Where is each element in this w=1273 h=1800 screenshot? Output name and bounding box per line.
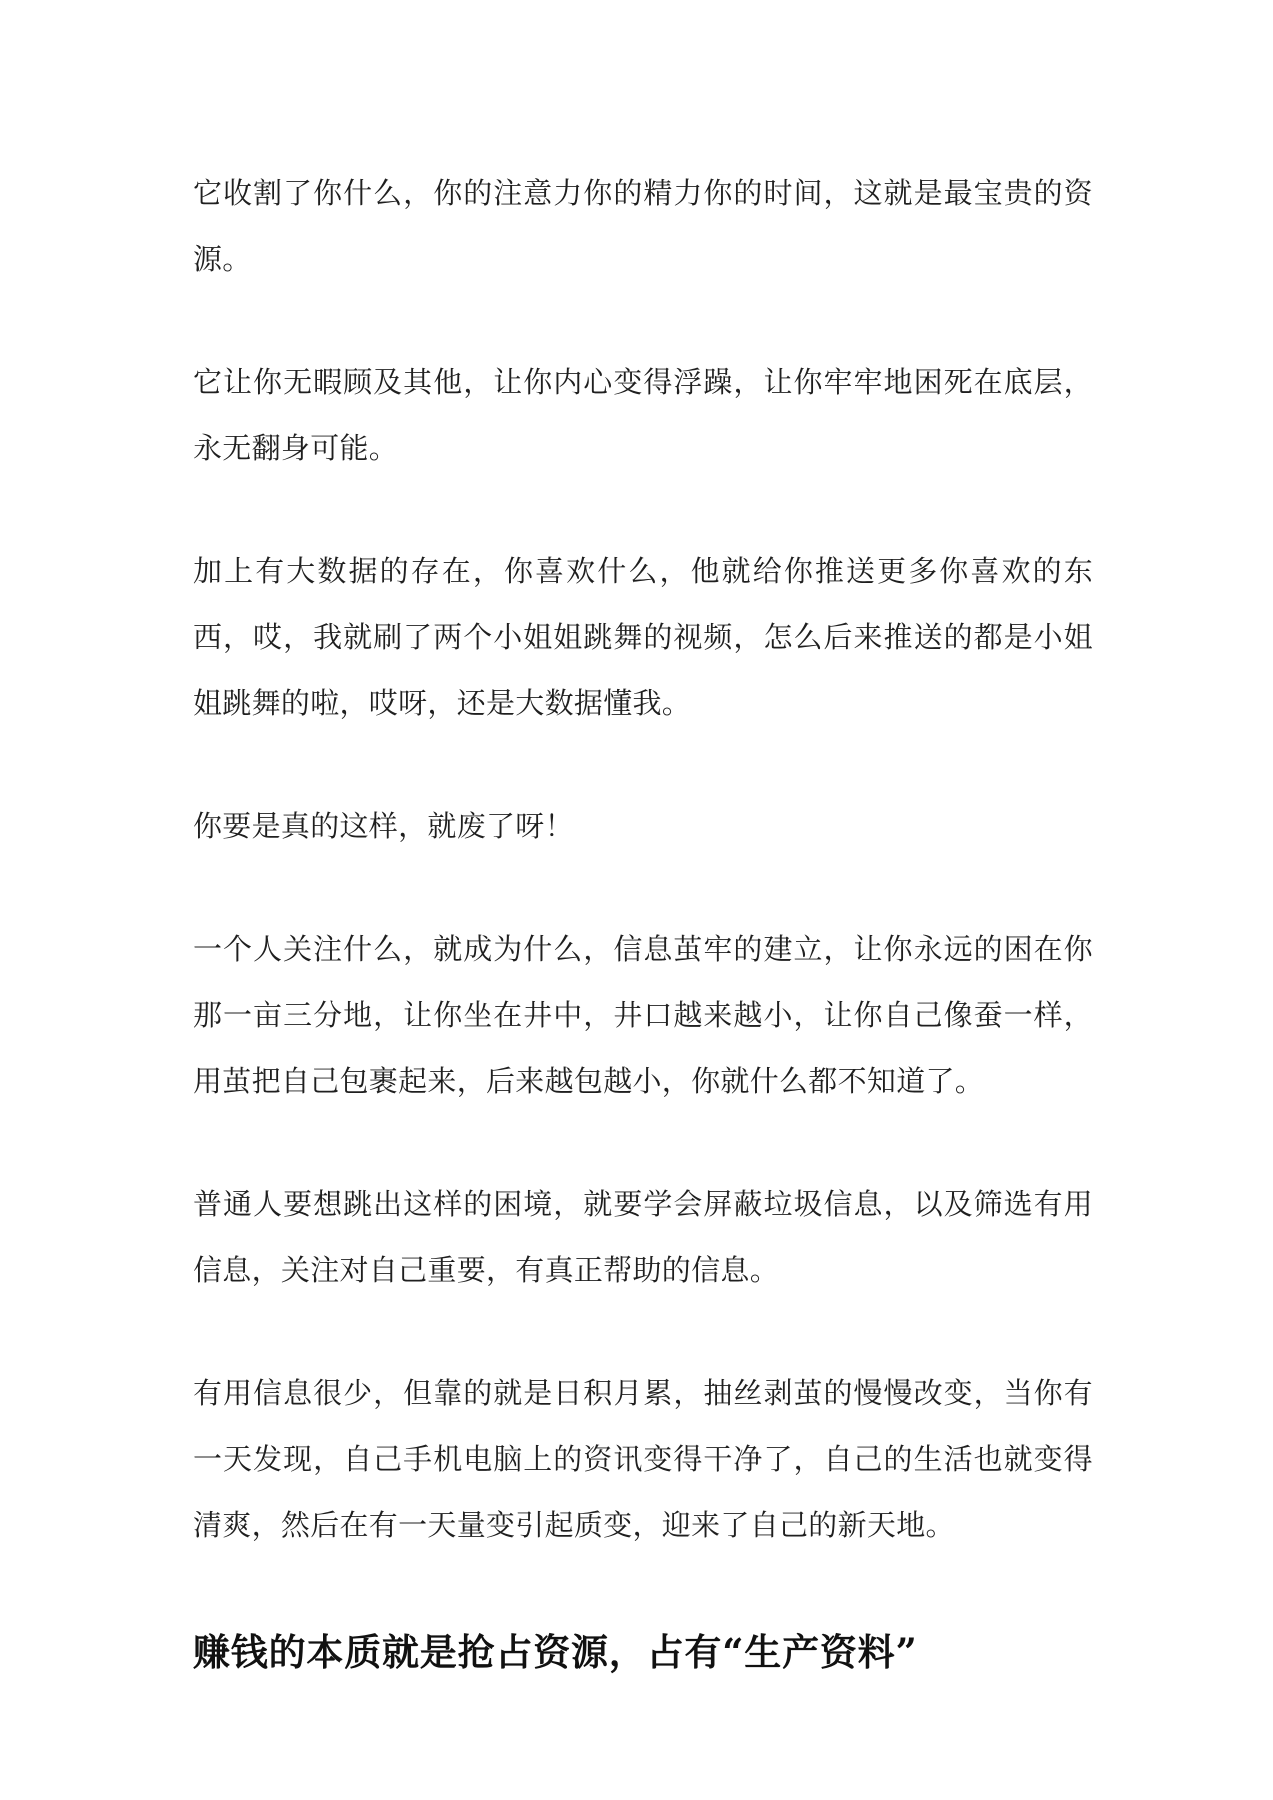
paragraph-6: 普通人要想跳出这样的困境，就要学会屏蔽垃圾信息，以及筛选有用信息，关注对自己重要，有真正帮助的信息。: [193, 1187, 1093, 1287]
paragraph-5: 一个人关注什么，就成为什么，信息茧牢的建立，让你永远的困在你那一亩三分地，让你坐在井中，井口越来越小，让你自己像蚕一样，用茧把自己包裹起来，后来越包越小，你就什么都不知道了。: [193, 932, 1093, 1098]
section-heading: 赚钱的本质就是抢占资源，占有“生产资料”: [193, 1630, 918, 1674]
article-body: [193, 160, 1093, 1687]
paragraph-4: 你要是真的这样，就废了呀！: [193, 809, 574, 843]
paragraph-1: 它收割了你什么，你的注意力你的精力你的时间，这就是最宝贵的资源。: [193, 176, 1093, 276]
paragraph-7: 有用信息很少，但靠的就是日积月累，抽丝剥茧的慢慢改变，当你有一天发现，自己手机电脑上的资讯变得干净了，自己的生活也就变得清爽，然后在有一天量变引起质变，迎来了自己的新天地。: [193, 1376, 1093, 1542]
paragraph-3: 加上有大数据的存在，你喜欢什么，他就给你推送更多你喜欢的东西，哎，我就刷了两个小姐姐跳舞的视频，怎么后来推送的都是小姐姐跳舞的啦，哎呀，还是大数据懂我。: [193, 554, 1093, 720]
paragraph-2: 它让你无暇顾及其他，让你内心变得浮躁，让你牢牢地困死在底层，永无翻身可能。: [193, 365, 1093, 465]
